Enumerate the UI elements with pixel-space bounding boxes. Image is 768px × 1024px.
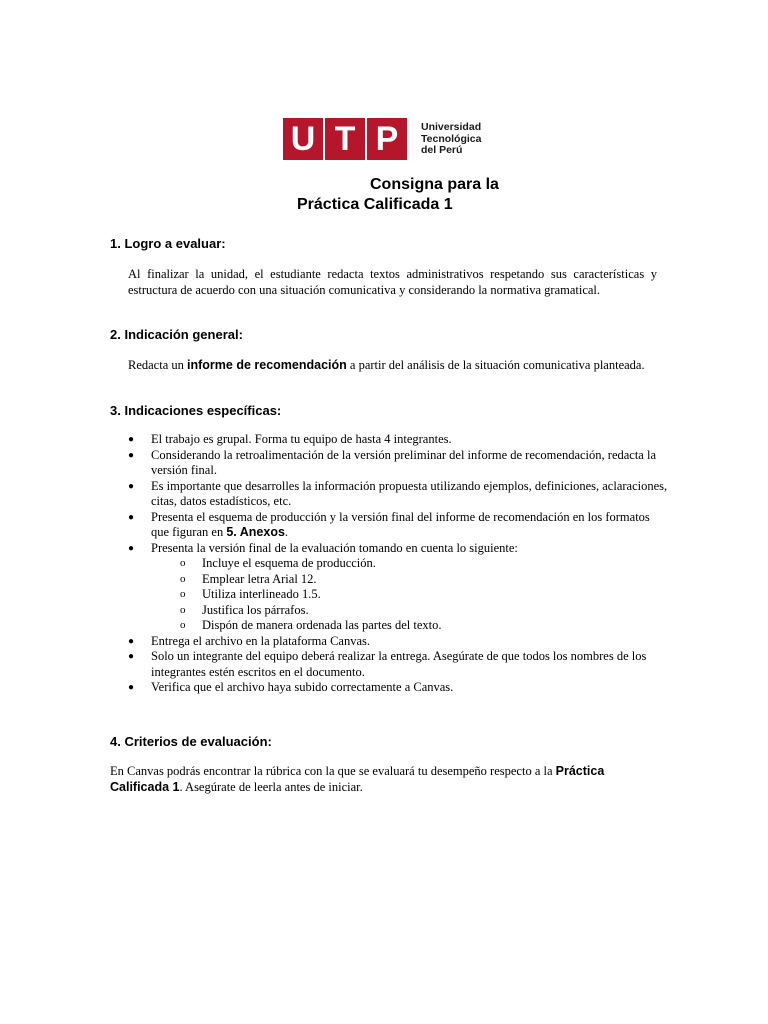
list-item — [128, 510, 668, 541]
logo-line-1: Universidad — [421, 121, 482, 133]
sub-list-item — [128, 572, 668, 588]
list-item-text: El trabajo es grupal. Forma tu equipo de hasta 4 integrantes. — [151, 432, 452, 446]
section-4-text-bold: Práctica Calificada 1 — [110, 764, 605, 794]
list-item — [128, 649, 668, 680]
section-4-heading: 4. Criterios de evaluación: — [110, 734, 272, 749]
list-item-text: Considerando la retroalimentación de la versión preliminar del informe de recomendación, redacta la versión final. — [151, 447, 656, 477]
bullet-icon: ● — [128, 449, 135, 461]
bullet-icon: ● — [128, 480, 135, 492]
list-item-text: Entrega el archivo en la plataforma Canvas. — [151, 633, 371, 648]
section-2-text-bold: informe de recomendación — [187, 358, 347, 372]
section-2-heading: 2. Indicación general: — [110, 327, 243, 342]
sub-list-item — [128, 618, 668, 634]
section-1-heading: 1. Logro a evaluar: — [110, 236, 226, 251]
sub-list-item-text: Emplear letra Arial 12. — [202, 571, 317, 586]
section-1-text: Al finalizar la unidad, el estudiante redacta textos administrativos respetando sus características y estructura de acuerdo con una situación comunicativa y considerando la normativa gramatical. — [128, 267, 657, 297]
list-item-text: Presenta la versión final de la evaluación tomando en cuenta lo siguiente: — [151, 540, 518, 555]
sub-list-item-text: Justifica los párrafos. — [202, 602, 309, 617]
bullet-icon: ● — [128, 682, 135, 693]
list-item — [128, 541, 668, 557]
bullet-icon: ● — [128, 651, 135, 662]
sub-list-item-text: Utiliza interlineado 1.5. — [202, 587, 321, 601]
sub-bullet-icon: o — [180, 557, 186, 569]
page-title-line-1: Consigna para la — [370, 176, 499, 193]
utp-logo — [283, 118, 481, 160]
sub-bullet-icon: o — [180, 572, 186, 585]
section-2-text-end: a partir del análisis de la situación comunicativa planteada. — [346, 358, 645, 372]
logo-letter-p: P — [367, 118, 407, 160]
list-item — [128, 680, 668, 696]
bullet-icon: ● — [128, 635, 135, 647]
section-4-text-start: En Canvas podrás encontrar la rúbrica con la que se evaluará tu desempeño respecto a la — [110, 764, 556, 778]
bullet-icon: ● — [128, 434, 135, 445]
section-3-heading: 3. Indicaciones específicas: — [110, 403, 282, 418]
sub-bullet-icon: o — [180, 588, 186, 600]
logo-letter-t: T — [325, 118, 365, 160]
section-2-text-start: Redacta un — [128, 358, 188, 372]
sub-list-item — [128, 556, 668, 572]
logo-line-3: del Perú — [421, 144, 463, 156]
sub-list-item — [128, 603, 668, 619]
sub-list-item-text: Dispón de manera ordenada las partes del texto. — [202, 618, 442, 632]
bullet-icon: ● — [128, 542, 135, 554]
section-2-text — [128, 357, 660, 373]
list-item-text: Verifica que el archivo haya subido correctamente a Canvas. — [151, 680, 454, 694]
annex-reference: 5. Anexos — [226, 525, 285, 539]
list-item-text-end: . — [284, 525, 289, 539]
sub-list-item-text: Incluye el esquema de producción. — [202, 556, 376, 570]
instructions-list — [128, 432, 668, 696]
section-4-text — [110, 763, 630, 795]
list-item — [128, 432, 668, 448]
list-item-text: Es importante que desarrolles la información propuesta utilizando ejemplos, definiciones, aclaraciones, citas, datos estadísticos, etc. — [151, 478, 668, 508]
list-item — [128, 479, 668, 510]
sub-bullet-icon: o — [180, 619, 186, 631]
section-4-text-end: . Asegúrate de leerla antes de iniciar. — [179, 780, 363, 794]
list-item-text: Solo un integrante del equipo deberá realizar la entrega. Asegúrate de que todos los nombres de los integrantes estén escritos en el documento. — [151, 649, 647, 679]
list-item-text: Presenta el esquema de producción y la versión final del informe de recomendación en los formatos que figuran en — [151, 509, 650, 539]
logo-line-2: Tecnológica — [421, 132, 482, 145]
page-title-line-2: Práctica Calificada 1 — [297, 196, 453, 213]
sub-list-item — [128, 587, 668, 603]
list-item — [128, 448, 668, 479]
sub-bullet-icon: o — [180, 603, 186, 616]
logo-letter-u: U — [283, 118, 323, 160]
bullet-icon: ● — [128, 511, 135, 523]
list-item — [128, 634, 668, 650]
logo-text — [421, 118, 481, 157]
